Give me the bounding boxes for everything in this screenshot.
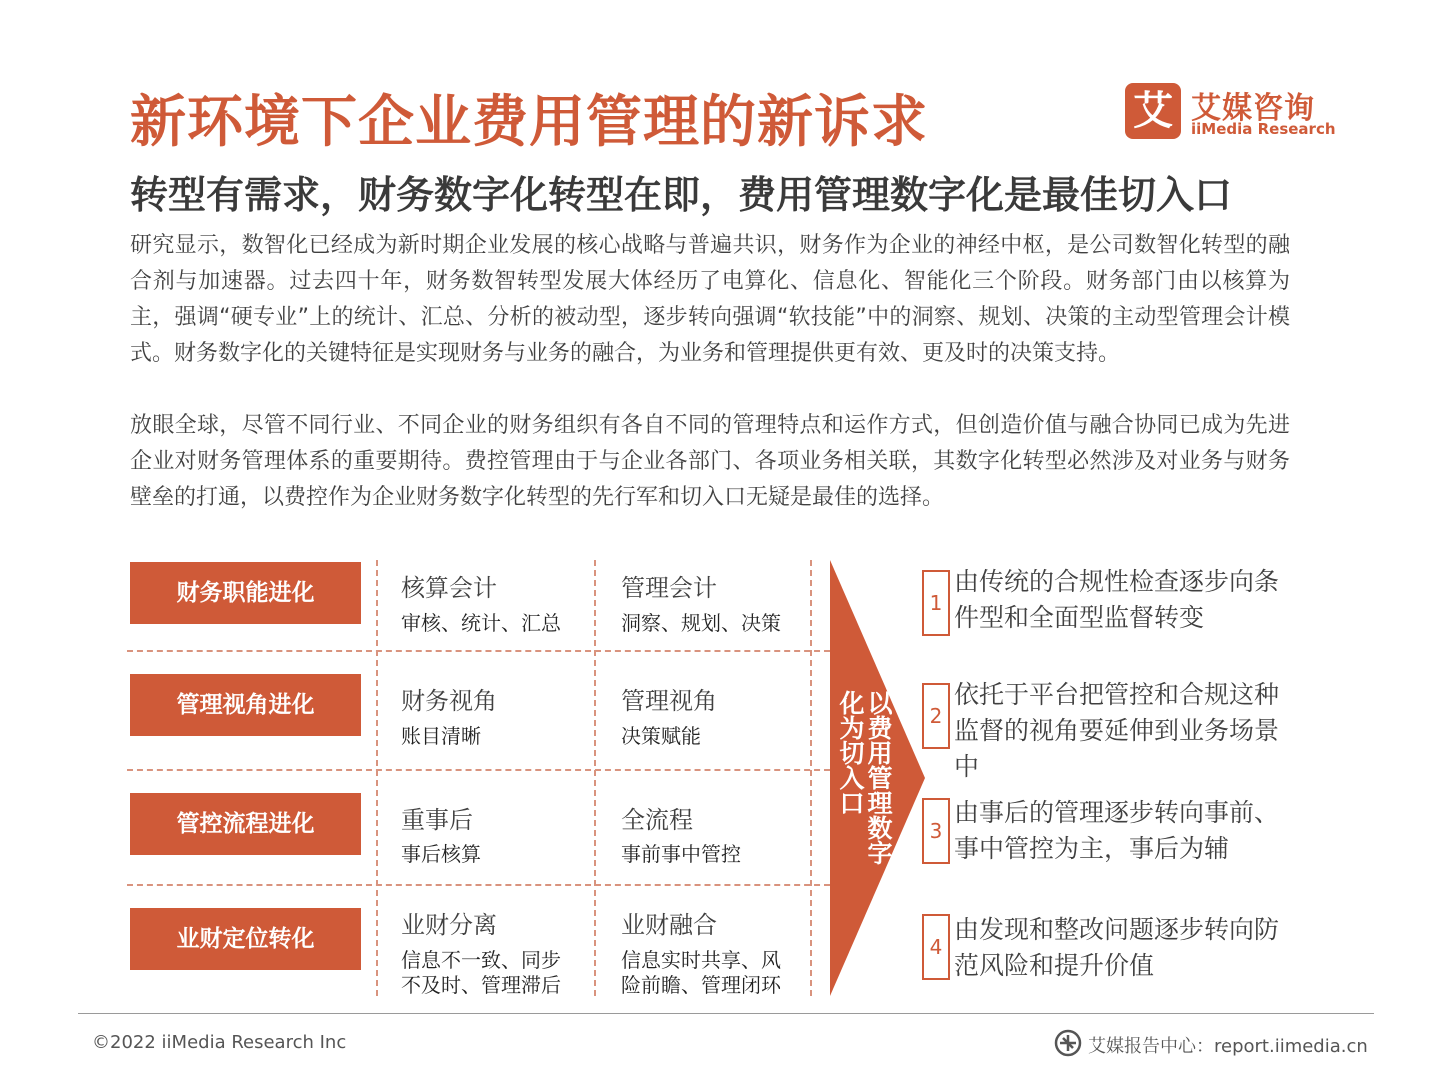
arrow-label: 以费用管理数字化为切入口: [836, 690, 893, 865]
grid-divider: [810, 560, 812, 996]
body-paragraph-2: 放眼全球，尽管不同行业、不同企业的财务组织有各自不同的管理特点和运作方式，但创造价值与融合协同已成为先进企业对财务管理体系的重要期待。费控管理由于与企业各部门、各项业务相关联，其数字化转型必然涉及对业务与财务壁垒的打通，以费控作为企业财务数字化转型的先行军和切入口无疑是最佳的选择。: [130, 413, 1290, 510]
from-title: 业财分离: [401, 911, 497, 939]
outcome-text: 由传统的合规性检查逐步向条件型和全面型监督转变: [954, 567, 1280, 632]
grid-divider: [376, 560, 378, 996]
outcome-number: 2: [922, 683, 950, 749]
from-title: 财务视角: [401, 687, 497, 715]
to-detail: 洞察、规划、决策: [621, 611, 781, 635]
iimedia-logo: [1125, 83, 1336, 143]
to-title: 管理视角: [621, 687, 717, 715]
logo-mark: 艾: [1125, 83, 1181, 139]
body-paragraph-1: 研究显示，数智化已经成为新时期企业发展的核心战略与普遍共识，财务作为企业的神经中枢，是公司数智化转型的融合剂与加速器。过去四十年，财务数智转型发展大体经历了电算化、信息化、智能化三个阶段。财务部门由以核算为主，强调“硬专业”上的统计、汇总、分析的被动型，逐步转向强调“软技能”中的洞察、规划、决策的主动型管理会计模式。财务数字化的关键特征是实现财务与业务的融合，为业务和管理提供更有效、更及时的决策支持。: [130, 233, 1290, 366]
copyright: ©2022 iiMedia Research Inc: [92, 1032, 347, 1053]
category-label-control-process: 管控流程进化: [130, 793, 361, 855]
outcome-text: 依托于平台把管控和合规这种监督的视角要延伸到业务场景中: [954, 680, 1280, 781]
to-detail-line-2: 险前瞻、管理闭环: [621, 973, 781, 997]
to-title: 业财融合: [621, 911, 717, 939]
from-title: 重事后: [401, 806, 473, 834]
to-title: 管理会计: [621, 574, 717, 602]
report-center-icon: [1054, 1029, 1082, 1057]
to-detail: 决策赋能: [621, 724, 701, 748]
outcome-text: 由发现和整改问题逐步转向防范风险和提升价值: [954, 915, 1280, 980]
grid-divider: [127, 650, 830, 652]
footer-divider: [78, 1013, 1374, 1014]
category-label-management-view: 管理视角进化: [130, 674, 361, 736]
from-detail-line-2: 不及时、管理滞后: [401, 973, 561, 997]
from-detail: 账目清晰: [401, 724, 481, 748]
logo-name-cn: 艾媒咨询: [1191, 91, 1315, 126]
category-label-finance-function: 财务职能进化: [130, 562, 361, 624]
outcome-text: 由事后的管理逐步转向事前、事中管控为主，事后为辅: [954, 798, 1280, 863]
from-detail-line-1: 信息不一致、同步: [401, 948, 561, 972]
outcome-number: 1: [922, 570, 950, 636]
from-detail: 事后核算: [401, 842, 481, 866]
logo-name-en: iiMedia Research: [1191, 120, 1336, 138]
grid-divider: [127, 884, 830, 886]
report-source-link[interactable]: 艾媒报告中心：report.iimedia.cn: [1088, 1036, 1368, 1057]
to-title: 全流程: [621, 806, 693, 834]
page-title: 新环境下企业费用管理的新诉求: [130, 90, 928, 155]
outcome-number: 3: [922, 798, 950, 864]
to-detail: 事前事中管控: [621, 842, 741, 866]
category-label-business-finance: 业财定位转化: [130, 908, 361, 970]
from-title: 核算会计: [401, 574, 497, 602]
page-subtitle: 转型有需求，财务数字化转型在即，费用管理数字化是最佳切入口: [130, 173, 1233, 217]
outcome-number: 4: [922, 914, 950, 980]
grid-divider: [594, 560, 596, 996]
to-detail-line-1: 信息实时共享、风: [621, 948, 781, 972]
from-detail: 审核、统计、汇总: [401, 611, 561, 635]
grid-divider: [127, 769, 830, 771]
